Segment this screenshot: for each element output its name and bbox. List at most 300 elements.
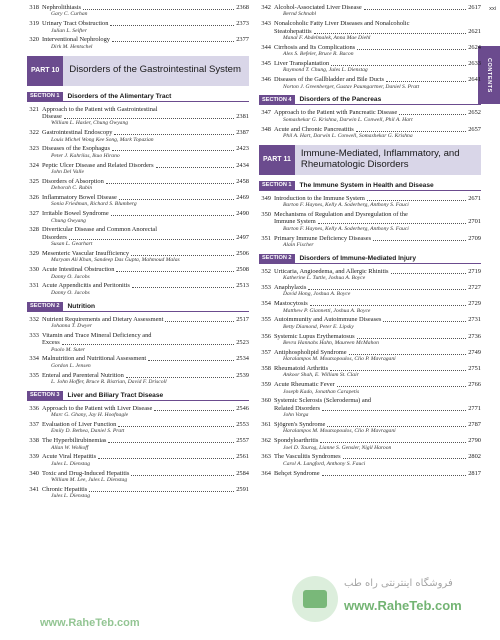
- toc-entry[interactable]: [27, 266, 249, 280]
- chapter-title-wrap: [274, 60, 468, 67]
- chapter-title-wrap: [274, 300, 468, 307]
- chapter-title: Approach to the Patient with Liver Disease: [42, 404, 153, 412]
- chapter-authors: Betty Diamond, Peter E. Lipsky: [283, 323, 354, 330]
- chapter-page: 2787: [468, 421, 481, 429]
- chapter-title-wrap: [42, 194, 236, 201]
- chapter-authors: Carol A. Langford, Anthony S. Fauci: [283, 460, 366, 467]
- chapter-authors: Danny O. Jacobs: [51, 289, 90, 296]
- chapter-page: 2497: [236, 233, 249, 241]
- chapter-number: 347: [261, 109, 271, 117]
- chapter-number: 336: [29, 404, 39, 412]
- dot-leader: [62, 344, 234, 345]
- chapter-authors: Dirk M. Hentschel: [51, 43, 93, 50]
- toc-entry[interactable]: [259, 268, 481, 282]
- toc-entry-line: [27, 453, 249, 460]
- dot-leader: [131, 255, 234, 256]
- chapter-title: Alcohol-Associated Liver Disease: [274, 4, 362, 11]
- chapter-title-wrap: [42, 316, 236, 323]
- toc-entry[interactable]: [27, 453, 249, 467]
- chapter-title-wrap: [42, 20, 236, 27]
- toc-entry-line: [259, 381, 481, 388]
- dot-leader: [64, 118, 234, 119]
- toc-entry-line: [27, 210, 249, 217]
- chapter-page: 2561: [236, 453, 249, 461]
- chapter-title-continued: Steatohepatitis: [274, 27, 312, 35]
- chapter-title: Urticaria, Angioedema, and Allergic Rhinitis: [274, 267, 389, 275]
- section-heading: [27, 92, 249, 102]
- chapter-number: 339: [29, 453, 39, 461]
- toc-entry-line: [27, 194, 249, 201]
- dot-leader: [322, 475, 467, 476]
- chapter-authors: Maryam Ali Khan, Sandeep Das Gupta, Mahmoud Malas: [51, 257, 180, 264]
- toc-entry-line: [259, 365, 481, 372]
- toc-entry[interactable]: [27, 210, 249, 224]
- part-heading: [259, 145, 481, 175]
- chapter-number: 359: [261, 381, 271, 389]
- chapter-title-wrap: [274, 268, 468, 275]
- toc-entry[interactable]: [27, 372, 249, 386]
- section-label: SECTION 1: [259, 181, 295, 190]
- chapter-authors: L. John Hoffer, Bruce R. Bistrian, David F. Driscoll: [51, 379, 167, 386]
- chapter-number: 327: [29, 210, 39, 218]
- chapter-title-wrap: [274, 349, 468, 356]
- chapter-title: The Vasculitis Syndromes: [274, 453, 341, 461]
- chapter-title: Behçet Syndrome: [274, 469, 320, 477]
- toc-entry-line: [259, 28, 481, 35]
- dot-leader: [111, 215, 234, 216]
- chapter-title-wrap: [42, 470, 236, 477]
- toc-entry-line: [259, 316, 481, 323]
- chapter-page: 2621: [468, 27, 481, 35]
- chapter-title: Sjögren's Syndrome: [274, 421, 326, 429]
- chapter-authors: William L. Hasler, Chung Owyang: [51, 120, 129, 127]
- chapter-authors: Alex S. Befeler, Bruce R. Bacon: [283, 51, 354, 58]
- chapter-number: 332: [29, 315, 39, 323]
- toc-entry[interactable]: [259, 284, 481, 298]
- toc-entry[interactable]: [27, 194, 249, 208]
- toc-entry-line: [259, 60, 481, 67]
- chapter-title-wrap: [274, 28, 468, 35]
- toc-entry-line: [259, 109, 481, 116]
- toc-entry[interactable]: [27, 437, 249, 451]
- chapter-title-wrap: [42, 129, 236, 136]
- toc-entry[interactable]: [27, 36, 249, 50]
- chapter-title-wrap: [274, 4, 468, 11]
- toc-entry-line: [27, 36, 249, 43]
- dot-leader: [364, 9, 467, 10]
- dot-leader: [343, 458, 467, 459]
- chapter-title-wrap: [274, 44, 468, 51]
- toc-entry-line: [27, 162, 249, 169]
- chapter-page: 2591: [236, 485, 249, 493]
- chapter-page: 2523: [236, 339, 249, 347]
- chapter-number: 330: [29, 266, 39, 274]
- toc-entry[interactable]: [259, 60, 481, 74]
- watermark-url: www.RaheTeb.com: [344, 598, 462, 613]
- chapter-number: 350: [261, 211, 271, 219]
- toc-entry[interactable]: [259, 349, 481, 363]
- chapter-title-wrap: [42, 106, 249, 113]
- toc-entry[interactable]: [27, 20, 249, 34]
- chapter-title: Malnutrition and Nutritional Assessment: [42, 355, 147, 363]
- chapter-title-wrap: [42, 372, 236, 379]
- chapter-title-wrap: [42, 453, 236, 460]
- dot-leader: [386, 81, 466, 82]
- toc-entry-line: [259, 126, 481, 133]
- chapter-page: 2727: [468, 284, 481, 292]
- dot-leader: [165, 321, 234, 322]
- dot-leader: [367, 200, 466, 201]
- chapter-title: Anaphylaxis: [274, 284, 307, 292]
- chapter-page: 2490: [236, 210, 249, 218]
- toc-entry[interactable]: [259, 109, 481, 123]
- chapter-page: 2517: [236, 315, 249, 323]
- chapter-page: 2458: [236, 177, 249, 185]
- section-label: SECTION 2: [27, 302, 63, 311]
- chapter-number: 348: [261, 125, 271, 133]
- dot-leader: [357, 338, 467, 339]
- watermark-store-name: فروشگاه اینترنتی راه طب: [344, 578, 453, 589]
- toc-entry-line: [27, 4, 249, 11]
- chapter-page: 2719: [468, 267, 481, 275]
- dot-leader: [110, 25, 234, 26]
- chapter-title-wrap: [42, 339, 236, 346]
- chapter-authors: Katherine L. Tuttle, Joshua A. Boyce: [283, 275, 366, 282]
- chapter-number: 353: [261, 284, 271, 292]
- toc-entry-line: [27, 405, 249, 412]
- chapter-number: 326: [29, 194, 39, 202]
- chapter-title: Inflammatory Bowel Disease: [42, 194, 117, 202]
- chapter-title: Mesenteric Vascular Insufficiency: [42, 250, 130, 258]
- toc-entry[interactable]: [259, 76, 481, 90]
- chapter-authors: Susan L. Gearhart: [51, 241, 93, 248]
- chapter-authors: Marc G. Ghany, Jay H. Hoofnagle: [51, 412, 129, 419]
- dot-leader: [108, 442, 234, 443]
- toc-entry-line: [259, 268, 481, 275]
- chapter-title: Disorders of Absorption: [42, 177, 104, 185]
- chapter-title: Rheumatoid Arthritis: [274, 365, 329, 373]
- toc-entry[interactable]: [27, 226, 249, 248]
- chapter-page: 2469: [236, 194, 249, 202]
- dot-leader: [391, 273, 467, 274]
- chapter-authors: David Hong, Joshua A. Boyce: [283, 291, 351, 298]
- chapter-page: 2506: [236, 250, 249, 258]
- chapter-number: 341: [29, 485, 39, 493]
- toc-entry[interactable]: [27, 486, 249, 500]
- toc-entry[interactable]: [27, 355, 249, 369]
- chapter-page: 2377: [236, 36, 249, 44]
- chapter-number: 352: [261, 267, 271, 275]
- watermark-url-left: www.RaheTeb.com: [40, 617, 140, 629]
- toc-entry[interactable]: [259, 4, 481, 18]
- part-title: Disorders of the Gastrointestinal System: [69, 64, 241, 76]
- chapter-page: 2633: [468, 60, 481, 68]
- toc-entry[interactable]: [27, 4, 249, 18]
- chapter-number: 335: [29, 371, 39, 379]
- toc-entry-line: [27, 486, 249, 493]
- chapter-authors: Peter J. Kahrilas, Ikuo Hirano: [51, 152, 120, 159]
- toc-entry[interactable]: [27, 178, 249, 192]
- chapter-title: Acute and Chronic Pancreatitis: [274, 125, 354, 133]
- chapter-page: 2534: [236, 355, 249, 363]
- chapter-title-continued: Excess: [42, 339, 60, 347]
- chapter-number: 338: [29, 437, 39, 445]
- chapter-number: 357: [261, 348, 271, 356]
- chapter-title-wrap: [42, 332, 249, 339]
- chapter-page: 2553: [236, 421, 249, 429]
- toc-entry-line: [27, 282, 249, 289]
- chapter-number: 331: [29, 282, 39, 290]
- toc-entry[interactable]: [27, 162, 249, 176]
- chapter-page: 2368: [236, 4, 249, 11]
- chapter-authors: Phil A. Hart, Darwin L. Conwell, Somashekar G. Krishna: [283, 133, 413, 140]
- toc-entry-line: [259, 218, 481, 225]
- dot-leader: [112, 41, 234, 42]
- section-label: SECTION 1: [27, 92, 63, 101]
- toc-entry[interactable]: [259, 316, 481, 330]
- chapter-title-wrap: [42, 162, 236, 169]
- toc-entry[interactable]: [27, 145, 249, 159]
- chapter-title: Vitamin and Trace Mineral Deficiency and: [42, 331, 152, 339]
- chapter-title-wrap: [42, 266, 236, 273]
- chapter-number: 360: [261, 397, 271, 405]
- chapter-title-wrap: [42, 113, 236, 120]
- chapter-title-wrap: [274, 316, 468, 323]
- toc-entry[interactable]: [259, 421, 481, 435]
- chapter-title: Acute Viral Hepatitis: [42, 453, 97, 461]
- chapter-title-wrap: [274, 211, 481, 218]
- chapter-number: 364: [261, 469, 271, 477]
- toc-entry[interactable]: [259, 397, 481, 419]
- chapter-title: Approach to the Patient with Gastrointestinal: [42, 105, 158, 113]
- section-label: SECTION 2: [259, 254, 295, 263]
- toc-entry[interactable]: [27, 250, 249, 264]
- chapter-page: 2652: [468, 109, 481, 117]
- chapter-page: 2701: [468, 218, 481, 226]
- dot-leader: [132, 287, 234, 288]
- dot-leader: [148, 360, 234, 361]
- toc-entry[interactable]: [259, 126, 481, 140]
- chapter-title: Autoimmunity and Autoimmune Diseases: [274, 316, 382, 324]
- toc-entry[interactable]: [27, 421, 249, 435]
- chapter-title: Gastrointestinal Endoscopy: [42, 129, 113, 137]
- toc-entry[interactable]: [259, 453, 481, 467]
- chapter-title: Spondyloarthritis: [274, 437, 319, 445]
- chapter-title: Urinary Tract Obstruction: [42, 20, 109, 28]
- chapter-title: Mastocytosis: [274, 300, 308, 308]
- section-label: SECTION 3: [27, 391, 63, 400]
- chapter-title-wrap: [274, 397, 481, 404]
- side-tab-label: CONTENTS: [486, 57, 492, 93]
- dot-leader: [314, 33, 467, 34]
- toc-entry[interactable]: [259, 470, 481, 477]
- chapter-page: 2766: [468, 381, 481, 389]
- toc-entry-line: [27, 234, 249, 241]
- chapter-title-wrap: [42, 405, 236, 412]
- chapter-page: 2790: [468, 437, 481, 445]
- chapter-title-wrap: [42, 486, 236, 493]
- chapter-authors: William M. Lee, Jules L. Dienstag: [51, 477, 128, 484]
- chapter-number: 356: [261, 332, 271, 340]
- chapter-number: 362: [261, 437, 271, 445]
- dot-leader: [322, 410, 466, 411]
- chapter-number: 342: [261, 4, 271, 11]
- chapter-authors: Bernd Schnabl: [283, 11, 317, 18]
- chapter-authors: Raymond T. Chung, Jules L. Dienstag: [283, 67, 368, 74]
- toc-entry[interactable]: [259, 211, 481, 233]
- toc-entry[interactable]: [27, 470, 249, 484]
- chapter-authors: Bevra Hannahs Hahn, Maureen McMahon: [283, 340, 379, 347]
- toc-entry[interactable]: [259, 437, 481, 451]
- chapter-authors: Norton J. Greenberger, Gustav Paumgartner, Daniel S. Pratt: [283, 83, 420, 90]
- chapter-page: 2513: [236, 282, 249, 290]
- chapter-title: Acute Appendicitis and Peritonitis: [42, 282, 130, 290]
- dot-leader: [327, 426, 466, 427]
- chapter-authors: Sonia Friedman, Richard S. Blumberg: [51, 201, 137, 208]
- toc-entry[interactable]: [27, 129, 249, 143]
- chapter-authors: Joseph Kado, Jonathan Carapetis: [283, 388, 360, 395]
- toc-entry-line: [27, 339, 249, 346]
- chapter-number: 324: [29, 161, 39, 169]
- watermark: [292, 576, 472, 622]
- chapter-authors: John Del Valle: [51, 169, 84, 176]
- chapter-authors: Somashekar G. Krishna, Darwin L. Conwell, Phil A. Hart: [283, 116, 413, 123]
- chapter-page: 2709: [468, 234, 481, 242]
- chapter-number: 319: [29, 20, 39, 28]
- chapter-page: 2641: [468, 76, 481, 84]
- section-label: SECTION 4: [259, 95, 295, 104]
- toc-entry[interactable]: [27, 282, 249, 296]
- toc-entry[interactable]: [259, 20, 481, 42]
- chapter-title-wrap: [274, 76, 468, 83]
- part-title: Immune-Mediated, Inflammatory, and Rheumatologic Disorders: [300, 148, 460, 170]
- toc-entry[interactable]: [27, 316, 249, 330]
- toc-entry[interactable]: [259, 365, 481, 379]
- chapter-title-wrap: [274, 365, 468, 372]
- toc-entry-line: [259, 300, 481, 307]
- dot-leader: [114, 134, 234, 135]
- toc-entry-line: [259, 235, 481, 242]
- chapter-number: 363: [261, 453, 271, 461]
- chapter-page: 2508: [236, 266, 249, 274]
- toc-entry-line: [27, 226, 249, 233]
- chapter-title: Introduction to the Immune System: [274, 194, 365, 202]
- chapter-number: 355: [261, 316, 271, 324]
- chapter-title-wrap: [42, 210, 236, 217]
- contents-side-tab: [478, 46, 500, 104]
- chapter-title: Acute Intestinal Obstruction: [42, 266, 115, 274]
- dot-leader: [383, 321, 466, 322]
- toc-entry[interactable]: [27, 332, 249, 354]
- toc-entry[interactable]: [259, 44, 481, 58]
- chapter-page: 2802: [468, 453, 481, 461]
- chapter-title: Chronic Hepatitis: [42, 485, 88, 493]
- toc-entry-line: [27, 20, 249, 27]
- toc-entry[interactable]: [27, 106, 249, 128]
- chapter-title-wrap: [274, 284, 468, 291]
- toc-entry[interactable]: [259, 300, 481, 314]
- toc-entry[interactable]: [259, 195, 481, 209]
- toc-entry-line: [259, 470, 481, 477]
- chapter-title-wrap: [42, 178, 236, 185]
- section-heading: [259, 181, 481, 191]
- chapter-authors: Louis Michel Wong Kee Song, Mark Topazian: [51, 136, 154, 143]
- toc-entry-line: [259, 44, 481, 51]
- chapter-title-wrap: [274, 218, 468, 225]
- dot-leader: [154, 410, 234, 411]
- chapter-authors: Gordon L. Jensen: [51, 362, 91, 369]
- section-title: The Immune System in Health and Disease: [299, 181, 434, 189]
- chapter-page: 2729: [468, 300, 481, 308]
- chapter-title: Nephrolithiasis: [42, 4, 82, 11]
- toc-entry-line: [259, 195, 481, 202]
- chapter-title-continued: Disease: [42, 113, 62, 121]
- chapter-title: Mechanisms of Regulation and Dysregulation of the: [274, 211, 408, 219]
- dot-leader: [106, 183, 234, 184]
- chapter-number: 351: [261, 234, 271, 242]
- toc-entry-line: [259, 76, 481, 83]
- chapter-page: 2434: [236, 161, 249, 169]
- dot-leader: [349, 354, 467, 355]
- chapter-number: 322: [29, 129, 39, 137]
- chapter-number: 329: [29, 250, 39, 258]
- chapter-title-wrap: [274, 421, 468, 428]
- toc-entry[interactable]: [259, 235, 481, 249]
- chapter-authors: Joel D. Taurog, Lianne S. Gensler, Nigil Haroon: [283, 444, 392, 451]
- section-title: Nutrition: [67, 302, 95, 310]
- dot-leader: [112, 150, 234, 151]
- dot-leader: [118, 426, 234, 427]
- chapter-page: 2584: [236, 469, 249, 477]
- chapter-title-continued: Immune System: [274, 218, 316, 226]
- chapter-authors: Barton F. Haynes, Kelly A. Soderberg, Anthony S. Fauci: [283, 225, 409, 232]
- chapter-authors: Paolo M. Suter: [51, 346, 86, 353]
- toc-entry[interactable]: [259, 333, 481, 347]
- chapter-title-wrap: [274, 235, 468, 242]
- chapter-page: 2671: [468, 194, 481, 202]
- dot-leader: [337, 386, 467, 387]
- chapter-title-wrap: [274, 405, 468, 412]
- chapter-number: 344: [261, 43, 271, 51]
- chapter-authors: Alain Fischer: [283, 242, 314, 249]
- toc-entry-line: [259, 405, 481, 412]
- chapter-authors: Ankoor Shah, E. William St. Clair: [283, 372, 359, 379]
- chapter-title: Systemic Sclerosis (Scleroderma) and: [274, 397, 372, 405]
- chapter-page: 2373: [236, 20, 249, 28]
- chapter-title: Antiphospholipid Syndrome: [274, 348, 347, 356]
- chapter-page: 2817: [468, 469, 481, 477]
- chapter-page: 2381: [236, 113, 249, 121]
- toc-entry[interactable]: [27, 405, 249, 419]
- watermark-logo-icon: [292, 576, 338, 622]
- section-title: Disorders of the Pancreas: [299, 96, 382, 104]
- part-label: PART 11: [259, 145, 295, 175]
- chapter-title-wrap: [42, 282, 236, 289]
- chapter-title-wrap: [274, 109, 468, 116]
- toc-entry-line: [259, 437, 481, 444]
- chapter-authors: Danny O. Jacobs: [51, 273, 90, 280]
- chapter-authors: Allan W. Wolkoff: [51, 444, 89, 451]
- chapter-title: Cirrhosis and Its Complications: [274, 43, 356, 51]
- dot-leader: [330, 370, 466, 371]
- chapter-number: 361: [261, 421, 271, 429]
- chapter-page: 2751: [468, 365, 481, 373]
- chapter-title-wrap: [274, 126, 468, 133]
- chapter-title-wrap: [274, 195, 468, 202]
- chapter-number: 337: [29, 421, 39, 429]
- toc-entry[interactable]: [259, 381, 481, 395]
- toc-entry-line: [259, 211, 481, 218]
